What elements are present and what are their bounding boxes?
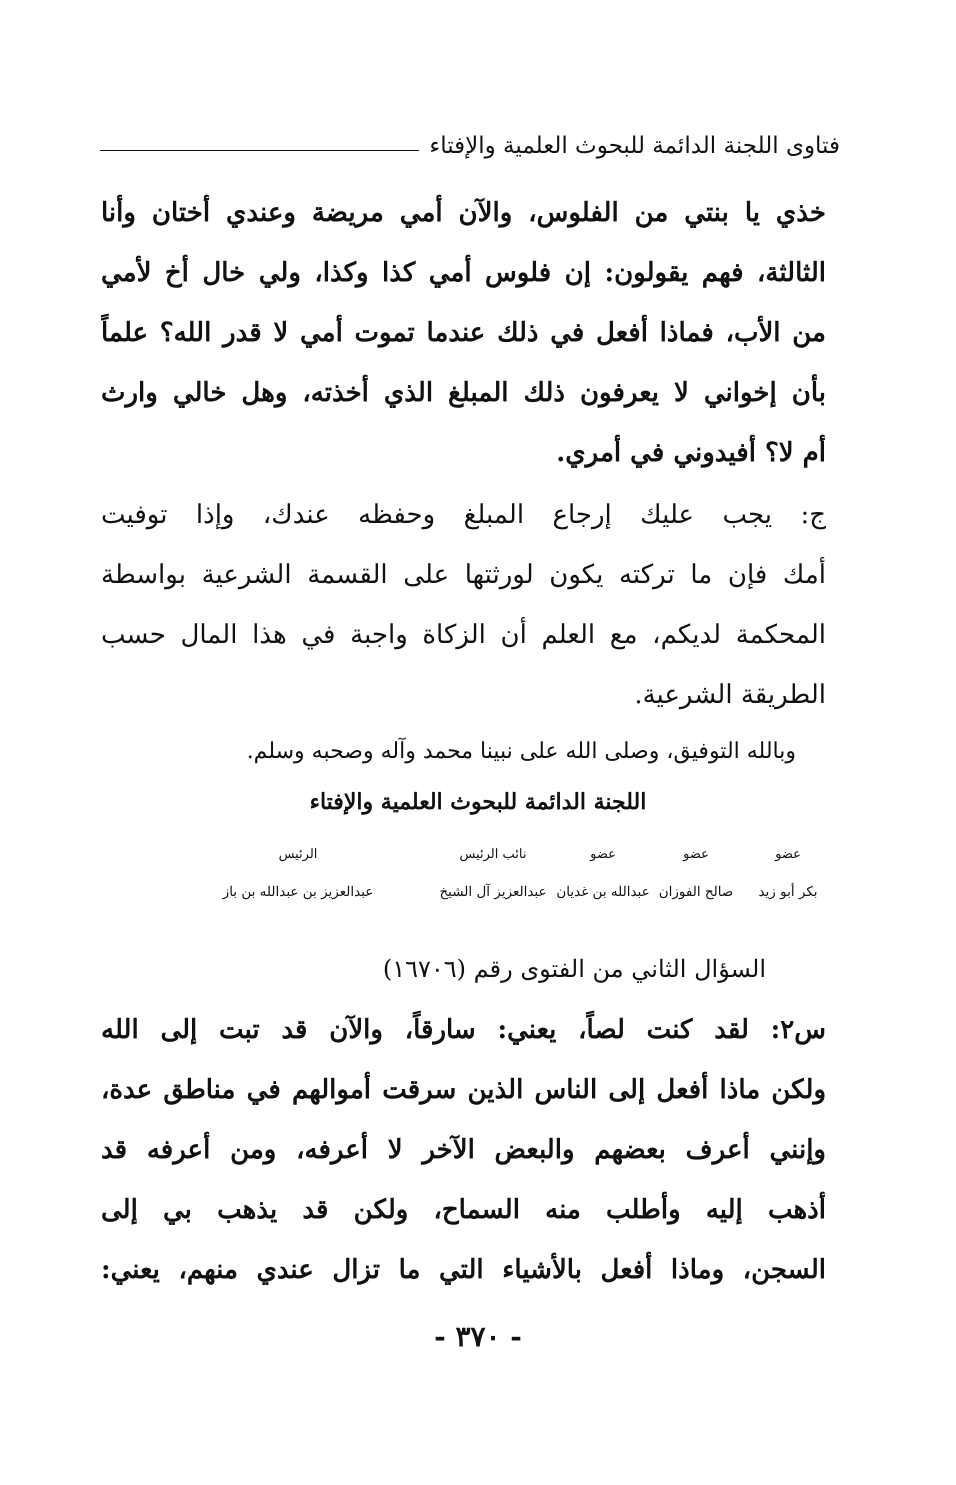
answer-1-line: أمك فإن ما تركته يكون لورثتها على القسمة الشرعية بواسطة — [101, 560, 826, 590]
header-title: فتاوى اللجنة الدائمة للبحوث العلمية والإفتاء — [429, 133, 840, 159]
member-name: بكر أبو زيد — [758, 884, 818, 900]
page-number: - ٣٧٠ - — [434, 1320, 522, 1353]
answer-1-text — [101, 485, 826, 725]
answer-1-line: المحكمة لديكم، مع العلم أن الزكاة واجبة في هذا المال حسب — [101, 620, 826, 650]
member-role: الرئيس — [278, 847, 318, 862]
member-role: عضو — [775, 847, 801, 862]
question-2-line: س٢: لقد كنت لصاً، يعني: سارقاً، والآن قد تبت إلى الله — [101, 1015, 826, 1045]
member-name: عبدالعزيز بن عبدالله بن باز — [222, 884, 374, 900]
answer-1-line: الطريقة الشرعية. — [634, 680, 826, 710]
member-name: عبدالله بن غديان — [556, 884, 650, 900]
question-1-line: أم لا؟ أفيدوني في أمري. — [556, 438, 826, 468]
question-2-line: السجن، وماذا أفعل بالأشياء التي ما تزال عندي منهم، يعني: — [101, 1255, 826, 1285]
question-1-text — [101, 183, 826, 483]
closing-prayer: وبالله التوفيق، وصلى الله على نبينا محمد وآله وصحبه وسلم. — [246, 739, 796, 764]
question-2-line: وإنني أعرف بعضهم والبعض الآخر لا أعرفه، ومن أعرفه قد — [101, 1135, 826, 1165]
committee-roles — [128, 847, 818, 869]
answer-1-line: ج: يجب عليك إرجاع المبلغ وحفظه عندك، وإذا توفيت — [101, 500, 826, 530]
member-role: عضو — [683, 847, 709, 862]
question-2-line: ولكن ماذا أفعل إلى الناس الذين سرقت أموالهم في مناطق عدة، — [101, 1075, 826, 1105]
question-1-line: الثالثة، فهم يقولون: إن فلوس أمي كذا وكذا، ولي خال أخ لأمي — [101, 258, 826, 288]
header-rule — [100, 150, 419, 151]
running-header — [100, 118, 840, 158]
member-role: نائب الرئيس — [459, 847, 527, 862]
committee-names — [128, 884, 818, 908]
question-1-line: من الأب، فماذا أفعل في ذلك عندما تموت أمي لا قدر الله؟ علماً — [101, 318, 826, 348]
question-2-text — [101, 1000, 826, 1300]
member-role: عضو — [590, 847, 616, 862]
question-2-title: السؤال الثاني من الفتوى رقم (١٦٧٠٦) — [382, 955, 766, 983]
member-name: صالح الفوزان — [658, 884, 734, 900]
question-1-line: خذي يا بنتي من الفلوس، والآن أمي مريضة وعندي أختان وأنا — [101, 198, 826, 228]
question-1-line: بأن إخواني لا يعرفون ذلك المبلغ الذي أخذته، وهل خالي وارث — [101, 378, 826, 408]
question-2-line: أذهب إليه وأطلب منه السماح، ولكن قد يذهب بي إلى — [101, 1195, 826, 1225]
committee-title: اللجنة الدائمة للبحوث العلمية والإفتاء — [309, 789, 647, 815]
member-name: عبدالعزيز آل الشيخ — [439, 884, 547, 900]
